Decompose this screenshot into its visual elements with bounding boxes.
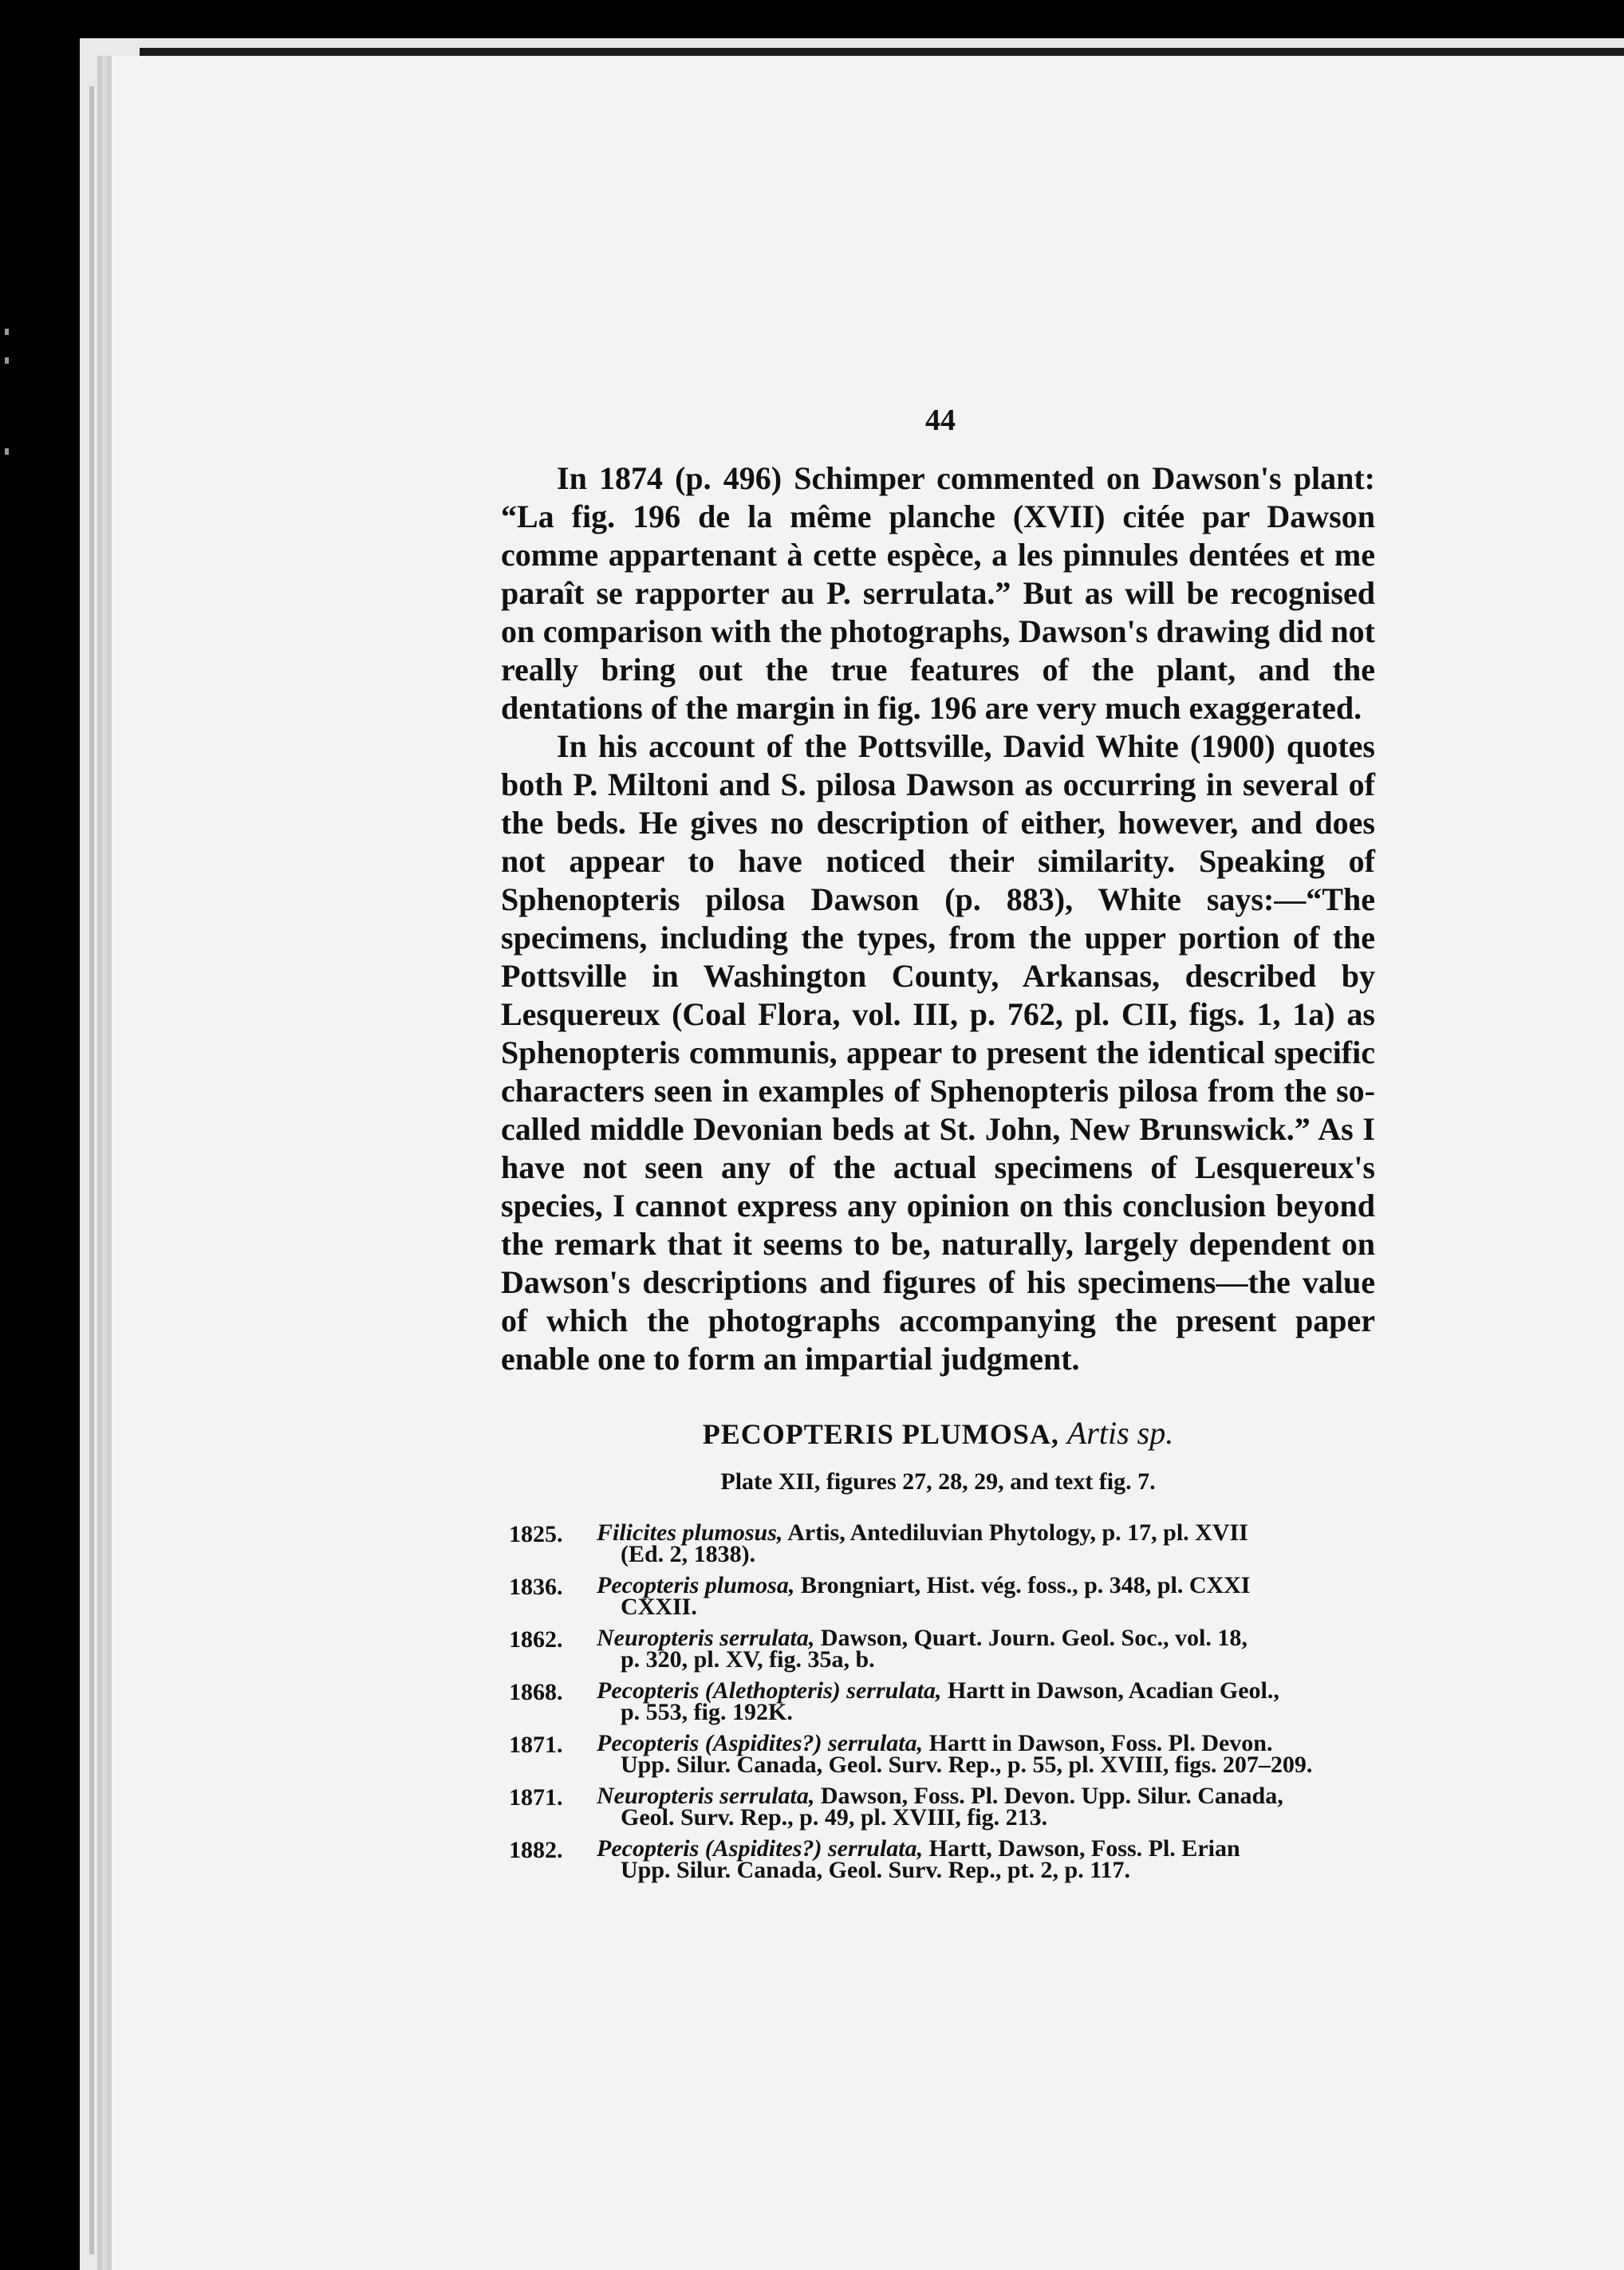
entry-reference [597, 1835, 1386, 1883]
body-text [501, 459, 1375, 1378]
entry-year: 1836. [509, 1574, 563, 1600]
entry-reference [597, 1574, 1386, 1618]
synonymy-entry [509, 1783, 1386, 1831]
page-edge [89, 86, 94, 2254]
entry-taxon: Neuropteris serrulata, [597, 1783, 815, 1809]
entry-reference [597, 1519, 1386, 1567]
entry-reference [597, 1730, 1386, 1778]
entry-year: 1882. [509, 1837, 563, 1863]
entry-taxon: Pecopteris (Alethopteris) serrulata, [597, 1677, 942, 1704]
entry-year: 1825. [509, 1521, 563, 1547]
entry-year: 1868. [509, 1679, 563, 1705]
plate-reference: Plate XII, figures 27, 28, 29, and text fig. 7. [720, 1468, 1156, 1495]
synonymy-entry [509, 1519, 1386, 1567]
synonymy-entry [509, 1730, 1386, 1778]
entry-citation: Hartt in Dawson, Foss. Pl. Devon. [928, 1730, 1273, 1756]
entry-continuation: Upp. Silur. Canada, Geol. Surv. Rep., pt. 2, p. 117. [621, 1857, 1131, 1883]
entry-taxon: Pecopteris (Aspidites?) serrulata, [597, 1835, 924, 1862]
synonymy-entry [509, 1835, 1386, 1883]
entry-taxon: Neuropteris serrulata, [597, 1625, 815, 1651]
species-author: Artis sp. [1066, 1415, 1174, 1451]
entry-continuation: p. 553, fig. 192K. [621, 1699, 793, 1725]
paragraph: In his account of the Pottsville, David White (1900) quotes both P. Miltoni and S. pilosa Dawson as occurring in several of the beds. He gives no description of either, however, and does not appear to have noticed their similarity. Speaking of Sphenopteris pilosa Dawson (p. 883), White says:—“The specimens, including the types, from the upper portion of the Pottsville in Washington County, Arkansas, described by Lesquereux (Coal Flora, vol. III, p. 762, pl. CII, figs. 1, 1a) as Sphenopteris communis, appear to present the identical specific characters seen in examples of Sphenopteris pilosa from the so-called middle Devonian beds at St. John, New Brunswick.” As I have not seen any of the actual specimens of Lesquereux's species, I cannot express any opinion on this conclusion beyond the remark that it seems to be, naturally, largely dependent on Dawson's descriptions and figures of his specimens—the value of which the photographs accompanying the present paper enable one to form an impartial judgment. [501, 728, 1375, 1377]
synonymy-entry [509, 1574, 1386, 1618]
entry-citation: Artis, Antediluvian Phytology, p. 17, pl. XVII [787, 1519, 1248, 1546]
entry-continuation: Geol. Surv. Rep., p. 49, pl. XVIII, fig. 213. [621, 1804, 1048, 1831]
entry-citation: Dawson, Quart. Journ. Geol. Soc., vol. 18, [820, 1625, 1248, 1651]
entry-continuation: (Ed. 2, 1838). [621, 1541, 756, 1567]
entry-continuation: Upp. Silur. Canada, Geol. Surv. Rep., p. 55, pl. XVIII, figs. 207–209. [621, 1752, 1313, 1778]
entry-citation: Brongniart, Hist. vég. foss., p. 348, pl. CXXI [800, 1572, 1251, 1598]
entry-year: 1862. [509, 1626, 563, 1653]
synonymy-entry [509, 1677, 1386, 1725]
entry-taxon: Pecopteris plumosa, [597, 1572, 795, 1598]
entry-citation: Hartt in Dawson, Acadian Geol., [947, 1677, 1279, 1704]
entry-reference [597, 1625, 1386, 1673]
entry-reference [597, 1783, 1386, 1831]
page-edge [99, 86, 104, 2254]
scan-speck [5, 448, 9, 455]
entry-continuation: p. 320, pl. XV, fig. 35a, b. [621, 1646, 875, 1673]
entry-taxon: Filicites plumosus, [597, 1519, 783, 1546]
scan-speck [5, 357, 9, 364]
paragraph: In 1874 (p. 496) Schimper commented on Dawson's plant: “La fig. 196 de la même planche (XVII) citée par Dawson comme appartenant à cette espèce, a les pinnules dentées et me paraît se rapporter au P. serrulata.” But as will be recognised on comparison with the photographs, Dawson's drawing did not really bring out the true features of the plant, and the dentations of the margin in fig. 196 are very much exaggerated. [501, 460, 1375, 726]
page-number: 44 [925, 404, 956, 437]
synonymy-entry [509, 1625, 1386, 1673]
entry-citation: Hartt, Dawson, Foss. Pl. Erian [928, 1835, 1240, 1862]
entry-reference [597, 1677, 1386, 1725]
scan-speck [5, 329, 9, 335]
entry-year: 1871. [509, 1784, 563, 1811]
entry-taxon: Pecopteris (Aspidites?) serrulata, [597, 1730, 924, 1756]
entry-citation: Dawson, Foss. Pl. Devon. Upp. Silur. Canada, [820, 1783, 1283, 1809]
species-name: PECOPTERIS PLUMOSA, [702, 1418, 1059, 1450]
species-heading [501, 1414, 1375, 1452]
synonymy-list [509, 1519, 1386, 1890]
entry-year: 1871. [509, 1732, 563, 1758]
entry-continuation: CXXII. [621, 1594, 697, 1620]
